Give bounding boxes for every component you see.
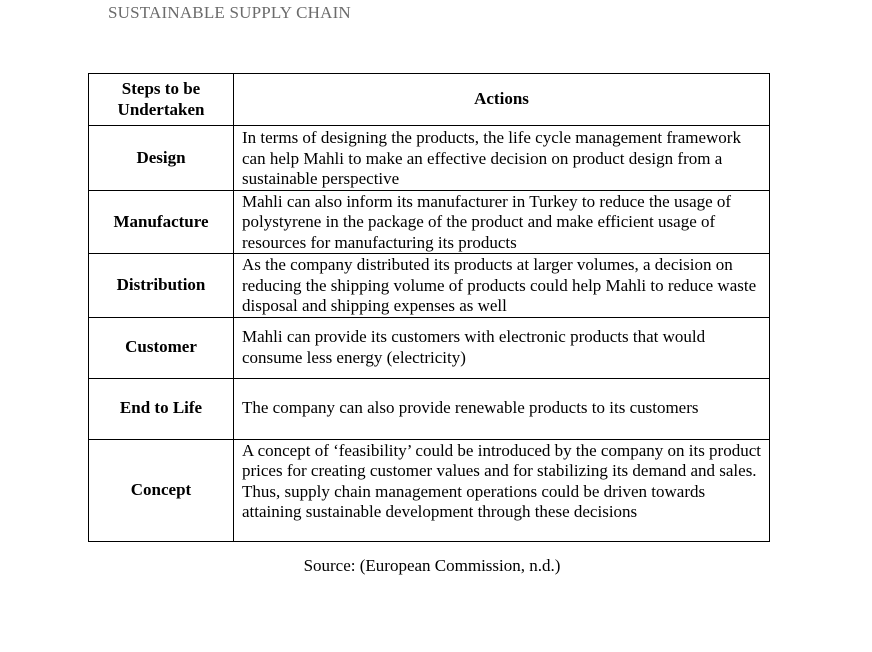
sustainability-steps-table [88,73,770,542]
table-source-caption: Source: (European Commission, n.d.) [303,556,561,575]
table-row [89,439,770,541]
table-row [89,254,770,318]
step-cell: Manufacture [89,190,234,254]
table-header-row [89,74,770,126]
action-cell: Mahli can provide its customers with electronic products that would consume less energy (electricity) [234,317,770,378]
action-cell: The company can also provide renewable products to its customers [234,378,770,439]
step-cell: Distribution [89,254,234,318]
action-cell: Mahli can also inform its manufacturer in Turkey to reduce the usage of polystyrene in the package of the product and make efficient usage of resources for manufacturing its products [234,190,770,254]
action-cell: In terms of designing the products, the life cycle management framework can help Mahli to make an effective decision on product design from a sustainable perspective [234,126,770,191]
running-header: SUSTAINABLE SUPPLY CHAIN [108,3,351,22]
step-cell: Design [89,126,234,191]
column-header-actions: Actions [234,74,770,126]
action-cell: A concept of ‘feasibility’ could be introduced by the company on its product prices for creating customer values and for stabilizing its demand and sales. Thus, supply chain management operations could be driven towards attaining sustainable development through these decisions [234,439,770,541]
table-row [89,190,770,254]
table-row [89,126,770,191]
table-row [89,378,770,439]
action-cell: As the company distributed its products at larger volumes, a decision on reducing the shipping volume of products could help Mahli to reduce waste disposal and shipping expenses as well [234,254,770,318]
step-cell: Concept [89,439,234,541]
step-cell: End to Life [89,378,234,439]
step-cell: Customer [89,317,234,378]
table-row [89,317,770,378]
column-header-steps: Steps to be Undertaken [89,74,234,126]
